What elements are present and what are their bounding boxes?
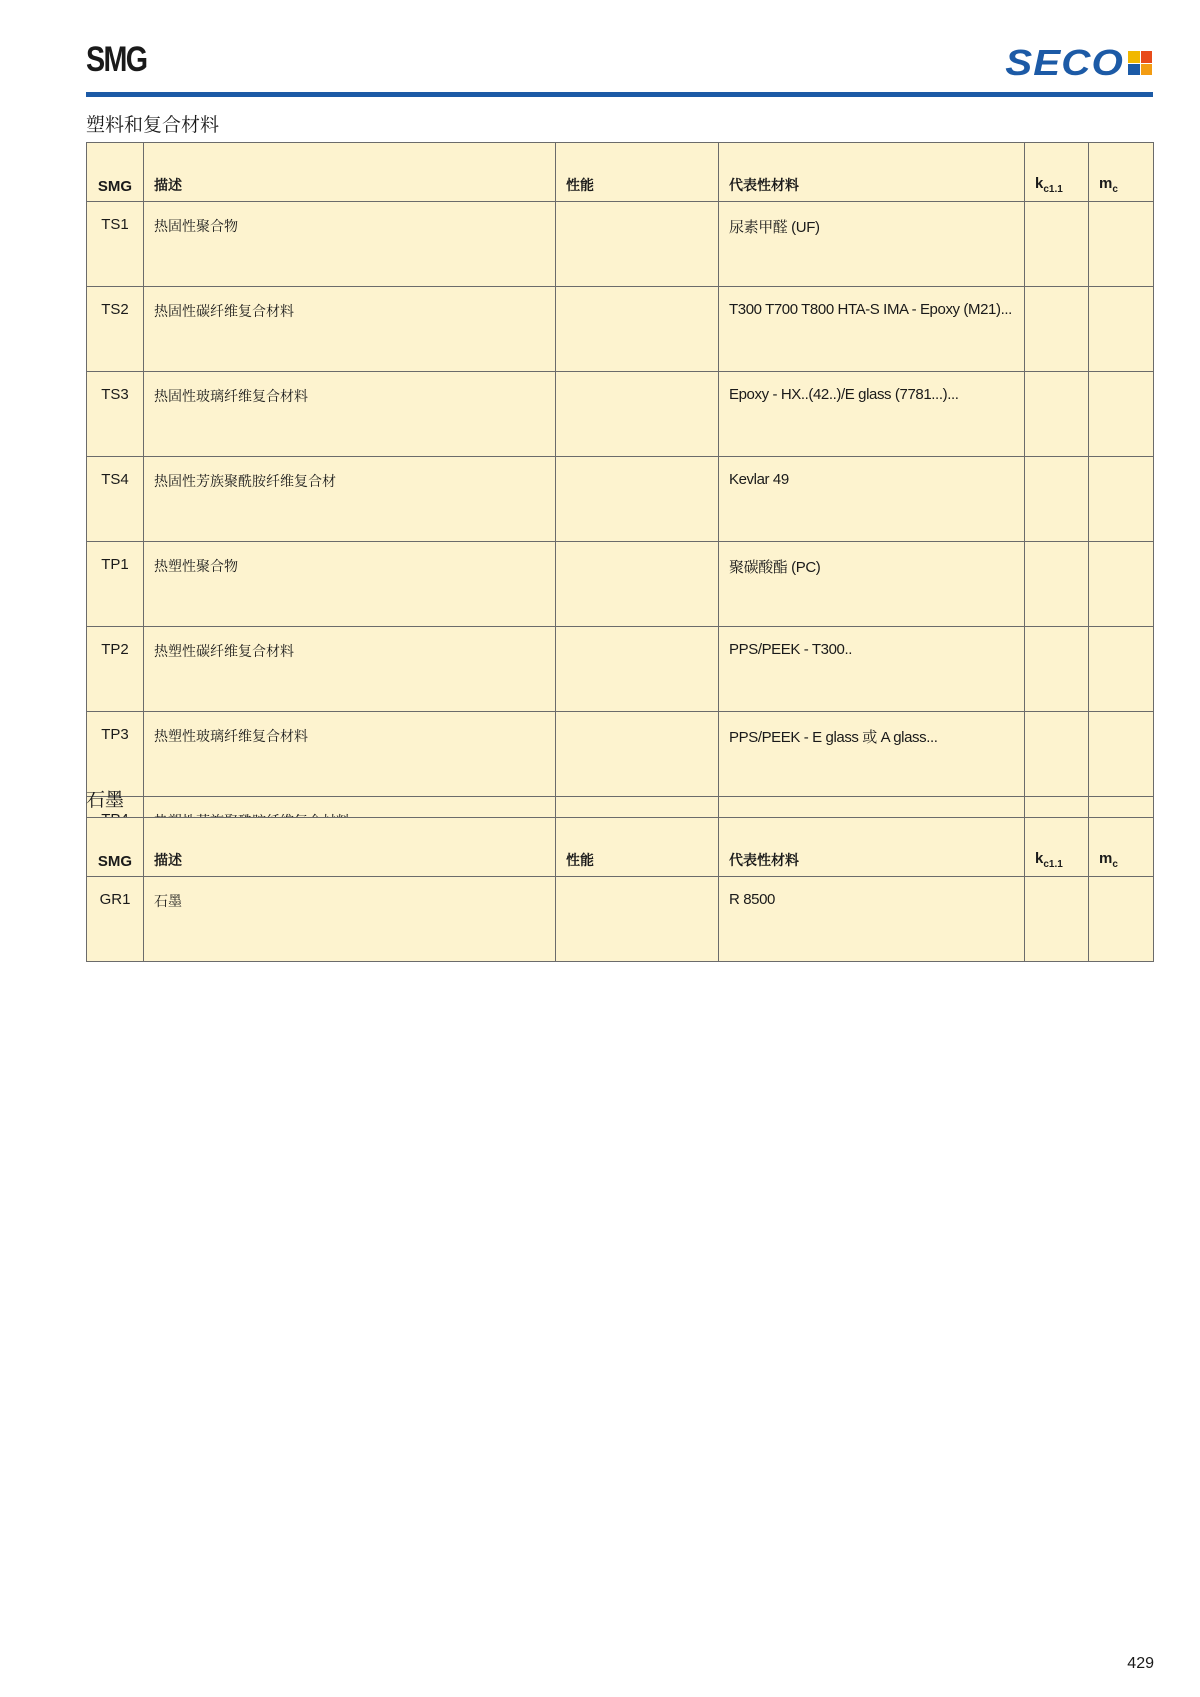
cell-kc xyxy=(1025,372,1089,457)
section-title-plastics: 塑料和复合材料 xyxy=(86,114,220,136)
cell-smg: GR1 xyxy=(87,877,144,962)
page-title: SMG xyxy=(86,40,147,79)
cell-smg: TS1 xyxy=(87,202,144,287)
cell-properties xyxy=(556,712,719,797)
cell-properties xyxy=(556,372,719,457)
cell-materials: PPS/PEEK - E glass 或 A glass... xyxy=(719,712,1025,797)
cell-kc xyxy=(1025,877,1089,962)
header-mc xyxy=(1089,818,1154,877)
cell-mc xyxy=(1089,877,1154,962)
table-row xyxy=(87,712,1154,797)
cell-properties xyxy=(556,202,719,287)
header-mc xyxy=(1089,143,1154,202)
mc-label: m xyxy=(1099,175,1113,192)
cell-mc xyxy=(1089,627,1154,712)
cell-materials: R 8500 xyxy=(719,877,1025,962)
cell-smg: TP3 xyxy=(87,712,144,797)
header-description: 描述 xyxy=(144,818,556,877)
header-properties: 性能 xyxy=(556,143,719,202)
mc-subscript: c xyxy=(1112,859,1118,870)
table-row xyxy=(87,287,1154,372)
cell-description: 石墨 xyxy=(144,877,556,962)
mc-subscript: c xyxy=(1112,184,1118,195)
cell-materials: T300 T700 T800 HTA-S IMA - Epoxy (M21)... xyxy=(719,287,1025,372)
header-description: 描述 xyxy=(144,143,556,202)
cell-materials: PPS/PEEK - T300.. xyxy=(719,627,1025,712)
table-row xyxy=(87,877,1154,962)
cell-materials: 尿素甲醛 (UF) xyxy=(719,202,1025,287)
cell-smg: TS3 xyxy=(87,372,144,457)
graphite-table xyxy=(86,817,1154,962)
cell-properties xyxy=(556,877,719,962)
cell-kc xyxy=(1025,457,1089,542)
header-kc xyxy=(1025,818,1089,877)
plastics-composites-table xyxy=(86,142,1154,882)
table-row xyxy=(87,202,1154,287)
table-header-row xyxy=(87,143,1154,202)
cell-smg: TS4 xyxy=(87,457,144,542)
cell-mc xyxy=(1089,202,1154,287)
cell-description: 热固性芳族聚酰胺纤维复合材 xyxy=(144,457,556,542)
table-row xyxy=(87,372,1154,457)
cell-kc xyxy=(1025,202,1089,287)
cell-kc xyxy=(1025,287,1089,372)
cell-kc xyxy=(1025,712,1089,797)
cell-smg: TP2 xyxy=(87,627,144,712)
kc-label: k xyxy=(1035,175,1044,192)
cell-mc xyxy=(1089,457,1154,542)
cell-materials: Kevlar 49 xyxy=(719,457,1025,542)
cell-kc xyxy=(1025,542,1089,627)
page-number: 429 xyxy=(1127,1655,1154,1672)
cell-description: 热塑性聚合物 xyxy=(144,542,556,627)
cell-properties xyxy=(556,457,719,542)
cell-mc xyxy=(1089,712,1154,797)
cell-materials: Epoxy - HX..(42..)/E glass (7781...)... xyxy=(719,372,1025,457)
header-kc xyxy=(1025,143,1089,202)
section-title-graphite: 石墨 xyxy=(86,789,125,811)
mc-label: m xyxy=(1099,850,1113,867)
cell-description: 热塑性玻璃纤维复合材料 xyxy=(144,712,556,797)
cell-properties xyxy=(556,627,719,712)
header-materials: 代表性材料 xyxy=(719,143,1025,202)
cell-description: 热固性聚合物 xyxy=(144,202,556,287)
table-header-row xyxy=(87,818,1154,877)
table-row xyxy=(87,457,1154,542)
kc-subscript: c1.1 xyxy=(1043,184,1063,195)
header-rule xyxy=(86,92,1153,97)
logo-mark-icon xyxy=(1128,51,1152,75)
cell-kc xyxy=(1025,627,1089,712)
table-row xyxy=(87,542,1154,627)
cell-mc xyxy=(1089,287,1154,372)
cell-description: 热塑性碳纤维复合材料 xyxy=(144,627,556,712)
cell-mc xyxy=(1089,542,1154,627)
header-smg: SMG xyxy=(87,818,144,877)
cell-properties xyxy=(556,287,719,372)
header-materials: 代表性材料 xyxy=(719,818,1025,877)
cell-description: 热固性玻璃纤维复合材料 xyxy=(144,372,556,457)
seco-logo xyxy=(1005,42,1152,83)
kc-subscript: c1.1 xyxy=(1043,859,1063,870)
cell-description: 热固性碳纤维复合材料 xyxy=(144,287,556,372)
cell-smg: TS2 xyxy=(87,287,144,372)
table-row xyxy=(87,627,1154,712)
header-smg: SMG xyxy=(87,143,144,202)
cell-smg: TP1 xyxy=(87,542,144,627)
kc-label: k xyxy=(1035,850,1044,867)
header-properties: 性能 xyxy=(556,818,719,877)
cell-materials: 聚碳酸酯 (PC) xyxy=(719,542,1025,627)
cell-mc xyxy=(1089,372,1154,457)
logo-text: SECO xyxy=(1005,42,1124,83)
cell-properties xyxy=(556,542,719,627)
